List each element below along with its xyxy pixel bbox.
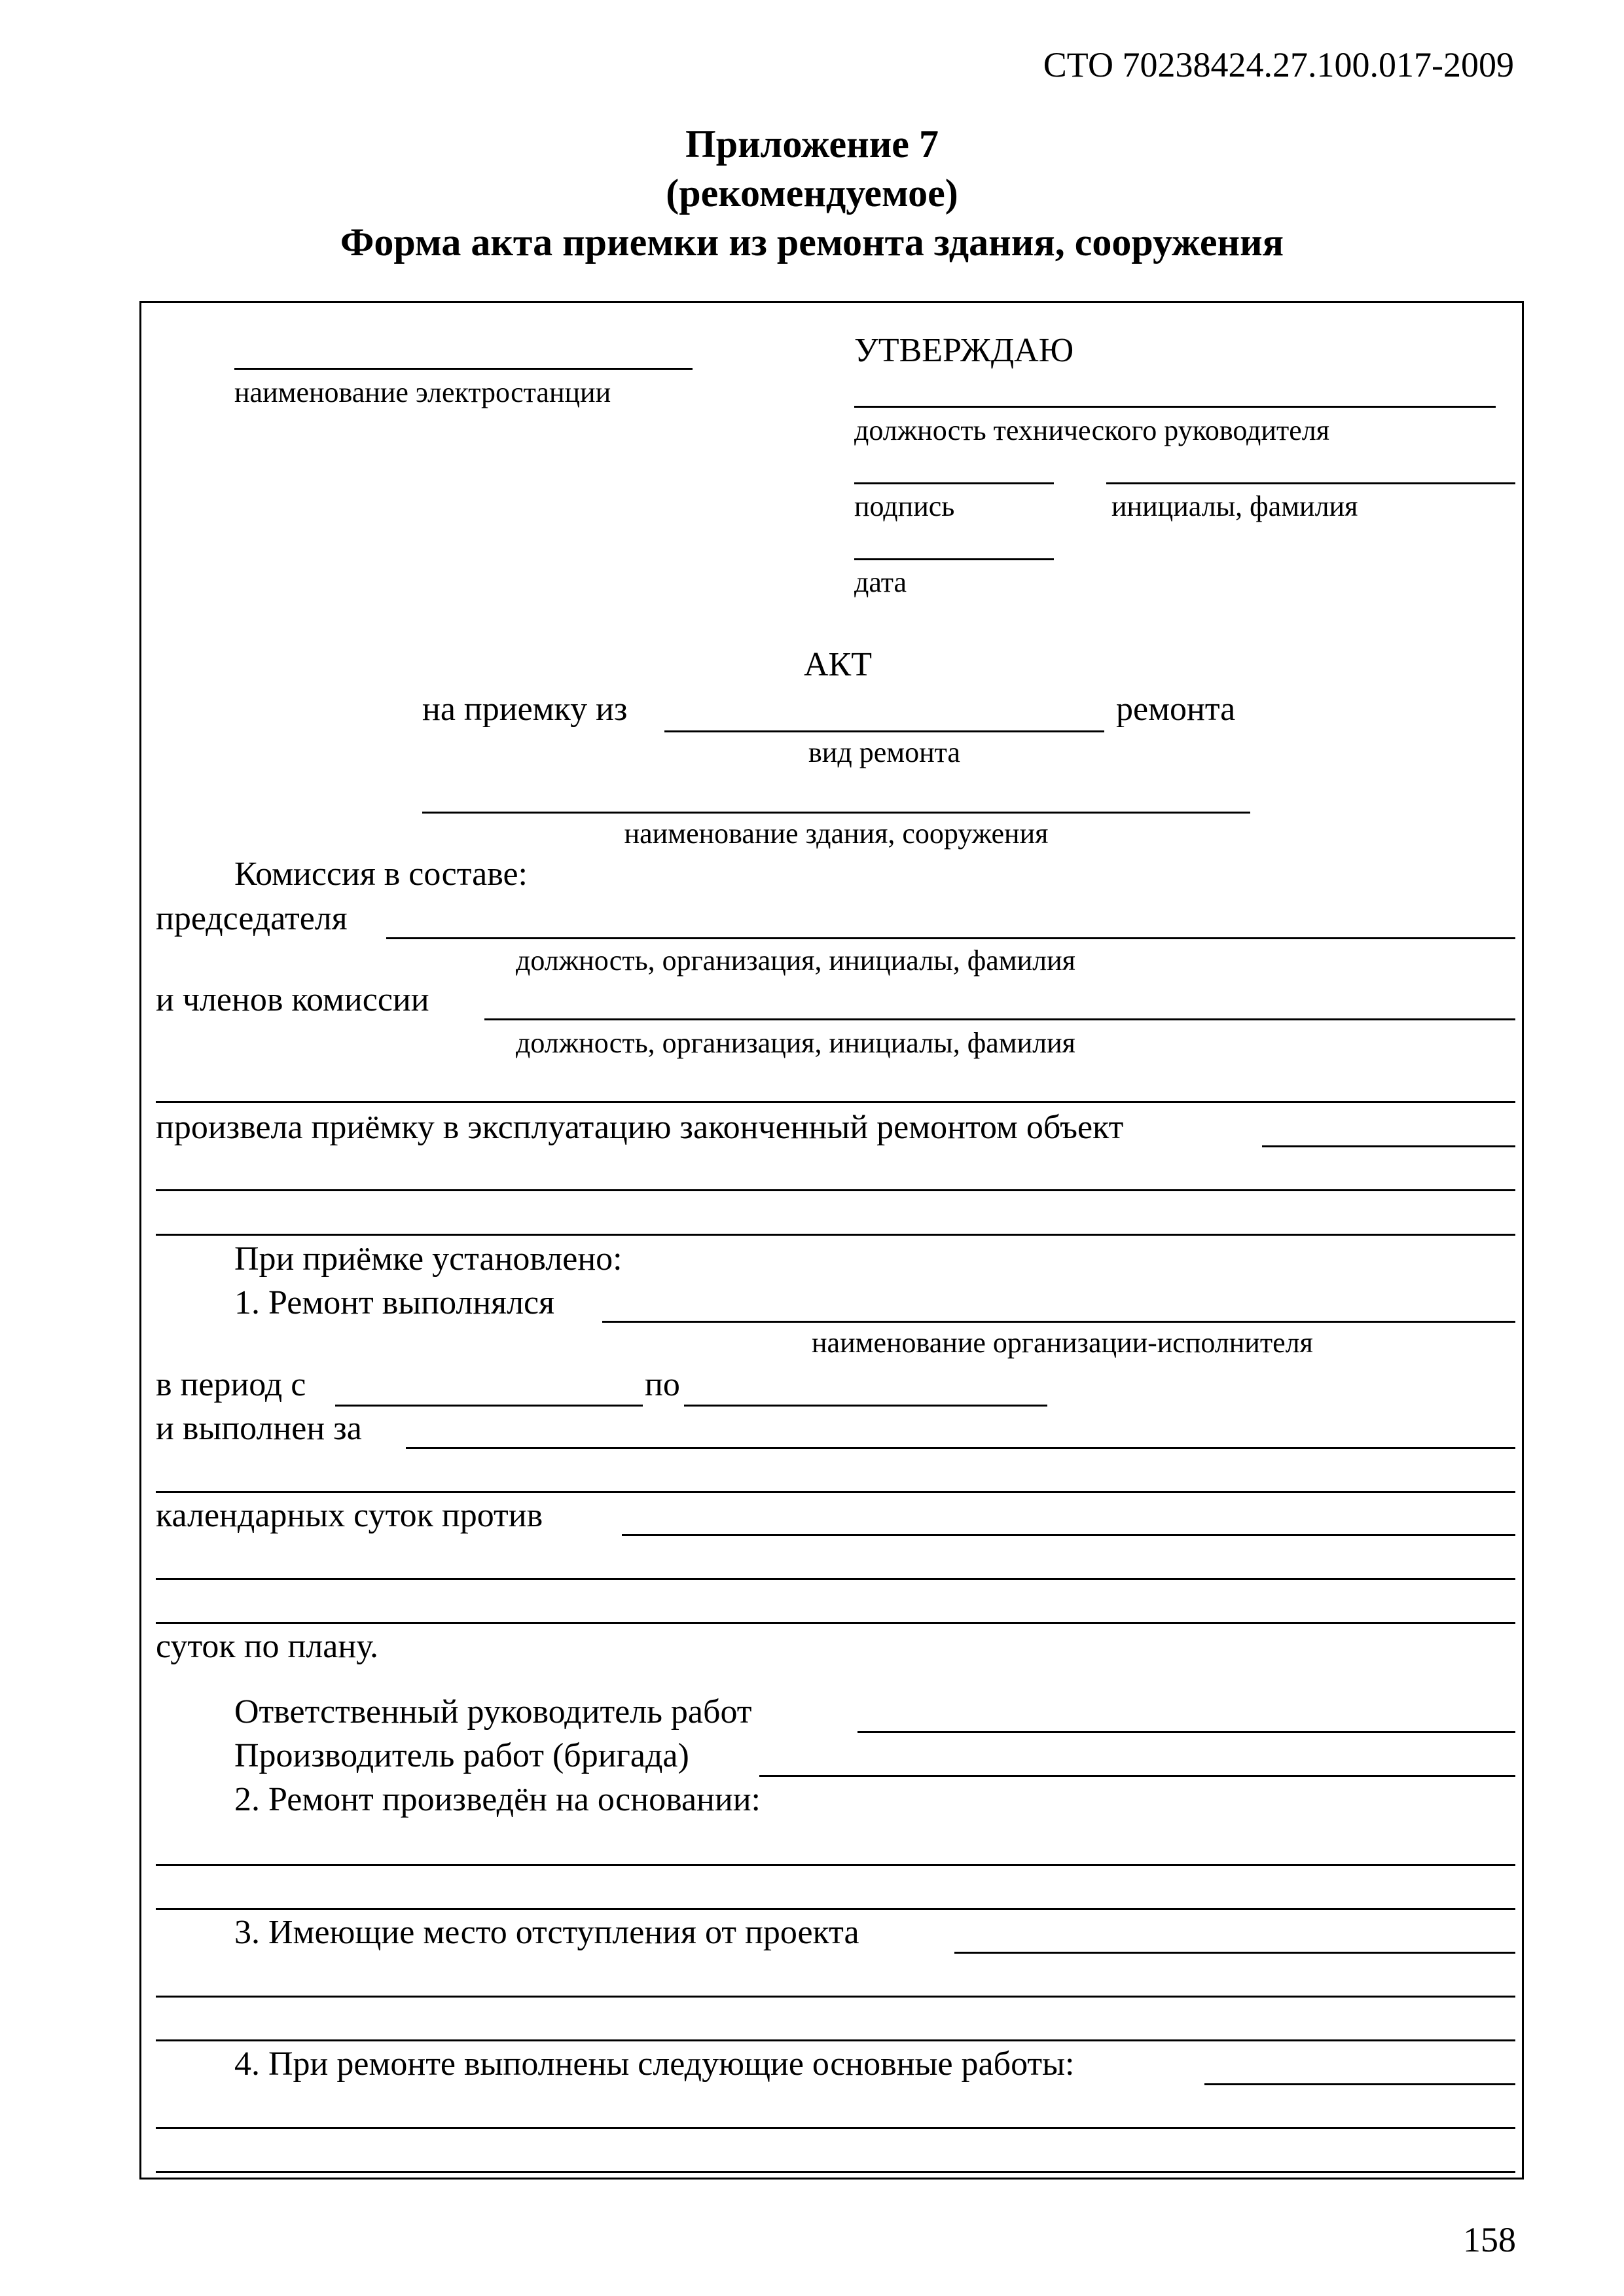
members-caption: должность, организация, инициалы, фамилия [516,1027,1075,1059]
position-caption: должность технического руководителя [854,414,1329,446]
basis-field-line-2[interactable] [156,1908,1515,1910]
completed-in-label: и выполнен за [156,1410,362,1447]
chairman-field[interactable] [386,937,1515,939]
deviations-field[interactable] [954,1952,1515,1954]
period-from-field[interactable] [335,1405,643,1407]
date-caption: дата [854,566,907,598]
deviations-field-line-2[interactable] [156,1996,1515,1998]
work-producer-field[interactable] [759,1775,1515,1777]
object-field[interactable] [1262,1145,1515,1147]
responsible-manager-label: Ответственный руководитель работ [234,1693,752,1731]
repair-type-caption: вид ремонта [808,736,960,768]
members-field[interactable] [484,1018,1515,1020]
contractor-field[interactable] [602,1321,1515,1323]
findings-intro: При приёмке установлено: [234,1240,623,1278]
works-field-line-3[interactable] [156,2171,1515,2173]
deviations-field-line-3[interactable] [156,2039,1515,2041]
repair-type-field[interactable] [664,730,1104,732]
object-field-line-2[interactable] [156,1189,1515,1191]
basis-field-line-1[interactable] [156,1864,1515,1866]
responsible-manager-field[interactable] [857,1731,1515,1733]
item3-label: 3. Имеющие место отступления от проекта [234,1914,859,1951]
acceptance-prefix: на приемку из [422,691,628,728]
works-field-line-2[interactable] [156,2127,1515,2129]
appendix-status: (рекомендуемое) [666,171,958,215]
commission-intro: Комиссия в составе: [234,855,528,893]
days-against-label: календарных суток против [156,1497,543,1534]
signature-field[interactable] [854,482,1054,484]
planned-days-field-line-3[interactable] [156,1622,1515,1624]
plant-name-field[interactable] [234,368,693,370]
work-producer-label: Производитель работ (бригада) [234,1737,689,1774]
planned-days-field[interactable] [622,1534,1515,1536]
item1-label: 1. Ремонт выполнялся [234,1284,555,1321]
signature-caption: подпись [854,490,955,522]
building-name-field[interactable] [422,812,1250,814]
duration-field[interactable] [406,1447,1515,1449]
plant-caption: наименование электростанции [234,376,611,408]
page-number: 158 [1463,2220,1516,2259]
planned-days-field-line-2[interactable] [156,1578,1515,1580]
accepted-object-text: произвела приёмку в эксплуатацию законченный ремонтом объект [156,1109,1124,1146]
standard-code: СТО 70238424.27.100.017-2009 [1043,45,1514,84]
date-field[interactable] [854,558,1054,560]
form-title: Форма акта приемки из ремонта здания, сооружения [340,221,1284,264]
chairman-label: председателя [156,900,348,937]
building-caption: наименование здания, сооружения [624,817,1049,850]
works-field[interactable] [1204,2083,1515,2085]
chairman-caption: должность, организация, инициалы, фамилия [516,944,1075,977]
position-field[interactable] [854,406,1496,408]
period-to-field[interactable] [684,1405,1047,1407]
act-title: АКТ [804,646,872,683]
period-from-label: в период с [156,1366,306,1403]
duration-field-line-2[interactable] [156,1491,1515,1493]
initials-field[interactable] [1106,482,1515,484]
contractor-caption: наименование организации-исполнителя [812,1327,1313,1359]
days-planned-label: суток по плану. [156,1628,379,1665]
object-field-line-3[interactable] [156,1234,1515,1236]
appendix-title: Приложение 7 [685,122,939,166]
members-field-continued[interactable] [156,1101,1515,1103]
approve-label: УТВЕРЖДАЮ [854,332,1074,369]
item2-label: 2. Ремонт произведён на основании: [234,1781,761,1818]
initials-caption: инициалы, фамилия [1111,490,1358,522]
period-to-label: по [645,1366,680,1403]
item4-label: 4. При ремонте выполнены следующие основные работы: [234,2045,1075,2083]
acceptance-suffix: ремонта [1116,691,1236,728]
members-label: и членов комиссии [156,981,429,1018]
